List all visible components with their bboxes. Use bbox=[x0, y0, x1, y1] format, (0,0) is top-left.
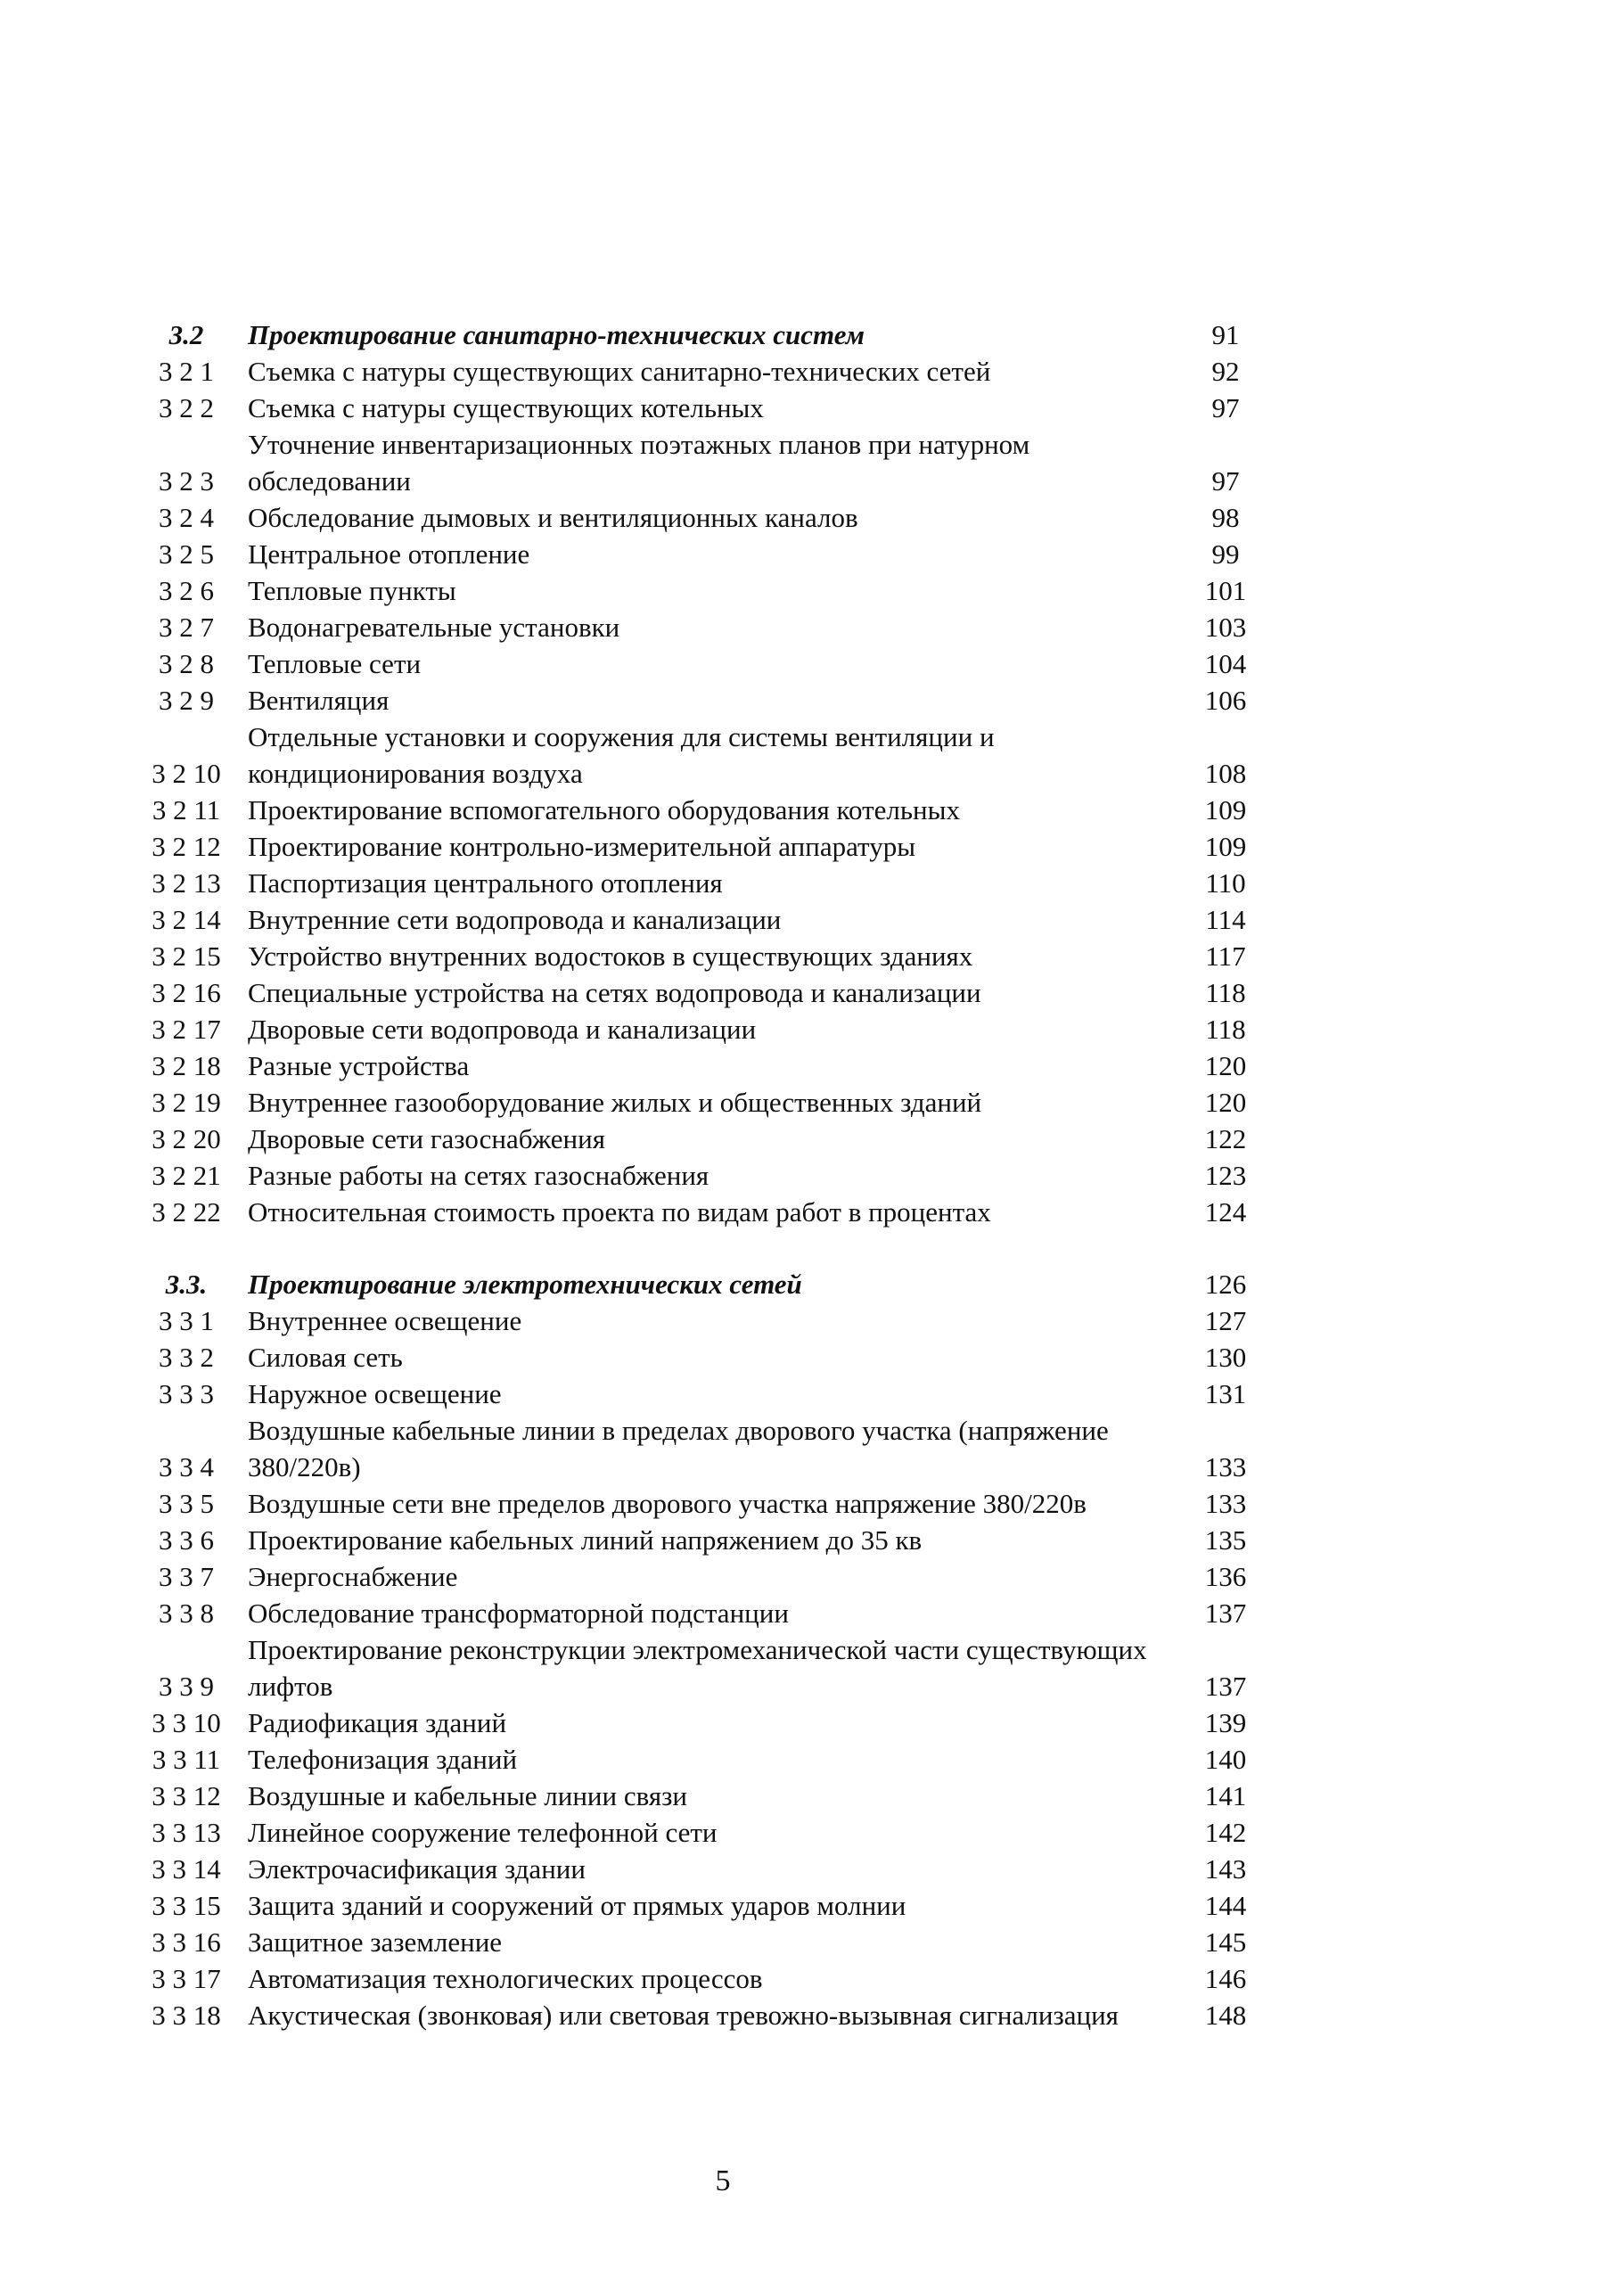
entry-title: Паспортизация центрального отопления bbox=[248, 867, 723, 899]
toc-entry bbox=[125, 1084, 1275, 1121]
toc-entry bbox=[125, 1194, 1275, 1230]
entry-title: Воздушные кабельные линии в пределах дворового участка (напряжение 380/220в) bbox=[248, 1415, 1109, 1482]
toc-entry bbox=[125, 1851, 1275, 1887]
section-heading bbox=[125, 316, 1275, 353]
entry-number: 3 3 3 bbox=[159, 1378, 214, 1409]
entry-number: 3 2 18 bbox=[152, 1050, 221, 1081]
entry-title: Внутреннее газооборудование жилых и общественных зданий bbox=[248, 1087, 982, 1118]
entry-number: 3 2 7 bbox=[159, 612, 214, 643]
section-number: 3.2 bbox=[168, 319, 204, 350]
toc-entry bbox=[125, 1121, 1275, 1157]
toc-entry bbox=[125, 1339, 1275, 1376]
entry-page: 123 bbox=[1204, 1160, 1247, 1191]
entry-number: 3 3 17 bbox=[152, 1963, 221, 1994]
toc-entry bbox=[125, 974, 1275, 1011]
toc-entry bbox=[125, 609, 1275, 645]
entry-number: 3 3 10 bbox=[152, 1707, 221, 1738]
toc-entry bbox=[125, 536, 1275, 572]
entry-number: 3 2 5 bbox=[159, 538, 214, 570]
entry-page: 101 bbox=[1204, 575, 1247, 606]
entry-title: Защита зданий и сооружений от прямых ударов молнии bbox=[248, 1890, 906, 1921]
entry-page: 139 bbox=[1204, 1707, 1247, 1738]
section-page: 91 bbox=[1211, 319, 1240, 350]
toc-entry bbox=[125, 828, 1275, 865]
entry-title: Электрочасификация здании bbox=[248, 1853, 586, 1885]
entry-title: Отдельные установки и сооружения для системы вентиляции и кондиционирования воздуха bbox=[248, 721, 995, 789]
entry-page: 137 bbox=[1204, 1671, 1247, 1702]
entry-page: 109 bbox=[1204, 831, 1247, 862]
entry-page: 145 bbox=[1204, 1926, 1247, 1958]
toc-entry bbox=[125, 1887, 1275, 1924]
entry-page: 135 bbox=[1204, 1524, 1247, 1556]
toc-entry bbox=[125, 1924, 1275, 1960]
entry-number: 3 3 4 bbox=[159, 1451, 214, 1482]
entry-page: 122 bbox=[1204, 1123, 1247, 1154]
entry-page: 120 bbox=[1204, 1087, 1247, 1118]
toc-entry bbox=[125, 792, 1275, 828]
entry-page: 144 bbox=[1204, 1890, 1247, 1921]
toc-entry bbox=[125, 353, 1275, 390]
entry-title: Вентиляция bbox=[248, 685, 390, 716]
entry-page: 114 bbox=[1205, 904, 1246, 935]
toc-entry bbox=[125, 1485, 1275, 1522]
entry-page: 108 bbox=[1204, 758, 1247, 789]
entry-number: 3 3 14 bbox=[152, 1853, 221, 1885]
entry-page: 118 bbox=[1205, 977, 1246, 1008]
toc-entry bbox=[125, 1412, 1275, 1485]
entry-page: 117 bbox=[1205, 940, 1246, 972]
entry-title: Обследование дымовых и вентиляционных каналов bbox=[248, 502, 858, 533]
entry-title: Внутренние сети водопровода и канализации bbox=[248, 904, 782, 935]
entry-number: 3 2 2 bbox=[159, 392, 214, 423]
entry-title: Разные устройства bbox=[248, 1050, 470, 1081]
entry-title: Наружное освещение bbox=[248, 1378, 502, 1409]
entry-title: Проектирование контрольно-измерительной аппаратуры bbox=[248, 831, 916, 862]
entry-title: Обследование трансформаторной подстанции bbox=[248, 1597, 789, 1629]
entry-title: Автоматизация технологических процессов bbox=[248, 1963, 763, 1994]
entry-number: 3 2 3 bbox=[159, 465, 214, 497]
toc-entry bbox=[125, 1522, 1275, 1558]
entry-number: 3 3 5 bbox=[159, 1488, 214, 1519]
entry-title: Специальные устройства на сетях водопровода и канализации bbox=[248, 977, 981, 1008]
entry-page: 106 bbox=[1204, 685, 1247, 716]
entry-number: 3 2 20 bbox=[152, 1123, 221, 1154]
toc-entry bbox=[125, 645, 1275, 682]
entry-title: Воздушные и кабельные линии связи bbox=[248, 1780, 687, 1811]
entry-page: 98 bbox=[1211, 502, 1240, 533]
entry-title: Акустическая (звонковая) или световая тревожно-вызывная сигнализация bbox=[248, 2000, 1119, 2031]
table-of-contents bbox=[125, 316, 1275, 2033]
entry-title: Дворовые сети газоснабжения bbox=[248, 1123, 605, 1154]
entry-number: 3 3 12 bbox=[152, 1780, 221, 1811]
section-page: 126 bbox=[1204, 1269, 1247, 1300]
entry-number: 3 2 12 bbox=[152, 831, 221, 862]
entry-number: 3 2 15 bbox=[152, 940, 221, 972]
entry-page: 140 bbox=[1204, 1744, 1247, 1775]
entry-number: 3 3 11 bbox=[152, 1744, 221, 1775]
entry-page: 127 bbox=[1204, 1305, 1247, 1336]
entry-title: Съемка с натуры существующих котельных bbox=[248, 392, 764, 423]
entry-page: 142 bbox=[1204, 1817, 1247, 1848]
page-number: 5 bbox=[715, 2164, 731, 2197]
entry-page: 143 bbox=[1204, 1853, 1247, 1885]
section-number: 3.3. bbox=[165, 1269, 208, 1300]
entry-number: 3 3 16 bbox=[152, 1926, 221, 1958]
toc-entry bbox=[125, 1302, 1275, 1339]
toc-entry bbox=[125, 1704, 1275, 1741]
entry-page: 124 bbox=[1204, 1196, 1247, 1228]
entry-number: 3 3 18 bbox=[152, 2000, 221, 2031]
entry-title: Разные работы на сетях газоснабжения bbox=[248, 1160, 709, 1191]
section-title: Проектирование санитарно-технических систем bbox=[248, 319, 865, 350]
entry-number: 3 3 6 bbox=[159, 1524, 214, 1556]
entry-title: Силовая сеть bbox=[248, 1342, 403, 1373]
toc-entry bbox=[125, 719, 1275, 792]
entry-page: 148 bbox=[1204, 2000, 1247, 2031]
entry-page: 103 bbox=[1204, 612, 1247, 643]
entry-page: 118 bbox=[1205, 1014, 1246, 1045]
entry-number: 3 2 19 bbox=[152, 1087, 221, 1118]
entry-title: Дворовые сети водопровода и канализации bbox=[248, 1014, 757, 1045]
toc-entry bbox=[125, 682, 1275, 719]
entry-number: 3 2 1 bbox=[159, 356, 214, 387]
entry-page: 136 bbox=[1204, 1561, 1247, 1592]
entry-title: Внутреннее освещение bbox=[248, 1305, 522, 1336]
entry-title: Тепловые сети bbox=[248, 648, 422, 679]
entry-number: 3 3 7 bbox=[159, 1561, 214, 1592]
toc-entry bbox=[125, 901, 1275, 938]
entry-page: 104 bbox=[1204, 648, 1247, 679]
entry-number: 3 3 8 bbox=[159, 1597, 214, 1629]
entry-title: Уточнение инвентаризационных поэтажных планов при натурном обследовании bbox=[248, 429, 1030, 497]
entry-title: Линейное сооружение телефонной сети bbox=[248, 1817, 718, 1848]
entry-page: 146 bbox=[1204, 1963, 1247, 1994]
toc-entry bbox=[125, 1997, 1275, 2033]
entry-page: 97 bbox=[1211, 392, 1240, 423]
entry-page: 120 bbox=[1204, 1050, 1247, 1081]
toc-entry bbox=[125, 1631, 1275, 1704]
toc-entry bbox=[125, 1960, 1275, 1997]
entry-title: Радиофикация зданий bbox=[248, 1707, 507, 1738]
entry-page: 99 bbox=[1211, 538, 1240, 570]
entry-number: 3 2 17 bbox=[152, 1014, 221, 1045]
entry-title: Защитное заземление bbox=[248, 1926, 503, 1958]
entry-page: 130 bbox=[1204, 1342, 1247, 1373]
entry-title: Тепловые пункты bbox=[248, 575, 456, 606]
entry-page: 137 bbox=[1204, 1597, 1247, 1629]
section-gap bbox=[125, 1230, 1275, 1266]
entry-page: 92 bbox=[1211, 356, 1240, 387]
entry-title: Проектирование кабельных линий напряжением до 35 кв bbox=[248, 1524, 923, 1556]
entry-title: Проектирование реконструкции электромеханической части существующих лифтов bbox=[248, 1634, 1147, 1702]
entry-number: 3 2 11 bbox=[152, 794, 221, 825]
toc-entry bbox=[125, 1376, 1275, 1412]
entry-page: 97 bbox=[1211, 465, 1240, 497]
entry-title: Энергоснабжение bbox=[248, 1561, 458, 1592]
entry-number: 3 2 21 bbox=[152, 1160, 221, 1191]
toc-entry bbox=[125, 390, 1275, 426]
entry-page: 141 bbox=[1204, 1780, 1247, 1811]
section-title: Проектирование электротехнических сетей bbox=[248, 1269, 802, 1300]
toc-entry bbox=[125, 1157, 1275, 1194]
entry-page: 133 bbox=[1204, 1488, 1247, 1519]
entry-number: 3 3 9 bbox=[159, 1671, 214, 1702]
entry-number: 3 2 6 bbox=[159, 575, 214, 606]
entry-number: 3 3 1 bbox=[159, 1305, 214, 1336]
entry-title: Устройство внутренних водостоков в существующих зданиях bbox=[248, 940, 973, 972]
entry-title: Воздушные сети вне пределов дворового участка напряжение 380/220в bbox=[248, 1488, 1087, 1519]
entry-title: Проектирование вспомогательного оборудования котельных bbox=[248, 794, 960, 825]
entry-number: 3 3 2 bbox=[159, 1342, 214, 1373]
entry-number: 3 2 16 bbox=[152, 977, 221, 1008]
toc-entry bbox=[125, 1814, 1275, 1851]
entry-title: Съемка с натуры существующих санитарно-технических сетей bbox=[248, 356, 991, 387]
toc-entry bbox=[125, 865, 1275, 901]
entry-number: 3 3 15 bbox=[152, 1890, 221, 1921]
toc-entry bbox=[125, 1741, 1275, 1778]
entry-number: 3 2 13 bbox=[152, 867, 221, 899]
toc-entry bbox=[125, 499, 1275, 536]
section-heading bbox=[125, 1266, 1275, 1302]
entry-number: 3 2 4 bbox=[159, 502, 214, 533]
entry-number: 3 3 13 bbox=[152, 1817, 221, 1848]
entry-number: 3 2 10 bbox=[152, 758, 221, 789]
entry-number: 3 2 22 bbox=[152, 1196, 221, 1228]
entry-page: 110 bbox=[1205, 867, 1246, 899]
toc-entry bbox=[125, 1047, 1275, 1084]
entry-page: 131 bbox=[1204, 1378, 1247, 1409]
entry-number: 3 2 14 bbox=[152, 904, 221, 935]
entry-number: 3 2 8 bbox=[159, 648, 214, 679]
toc-entry bbox=[125, 938, 1275, 974]
entry-title: Относительная стоимость проекта по видам работ в процентах bbox=[248, 1196, 991, 1228]
entry-title: Телефонизация зданий bbox=[248, 1744, 518, 1775]
entry-page: 133 bbox=[1204, 1451, 1247, 1482]
toc-entry bbox=[125, 1595, 1275, 1631]
entry-number: 3 2 9 bbox=[159, 685, 214, 716]
toc-entry bbox=[125, 1558, 1275, 1595]
entry-page: 109 bbox=[1204, 794, 1247, 825]
toc-entry bbox=[125, 1011, 1275, 1047]
toc-entry bbox=[125, 426, 1275, 499]
toc-entry bbox=[125, 572, 1275, 609]
entry-title: Водонагревательные установки bbox=[248, 612, 620, 643]
toc-entry bbox=[125, 1778, 1275, 1814]
entry-title: Центральное отопление bbox=[248, 538, 530, 570]
